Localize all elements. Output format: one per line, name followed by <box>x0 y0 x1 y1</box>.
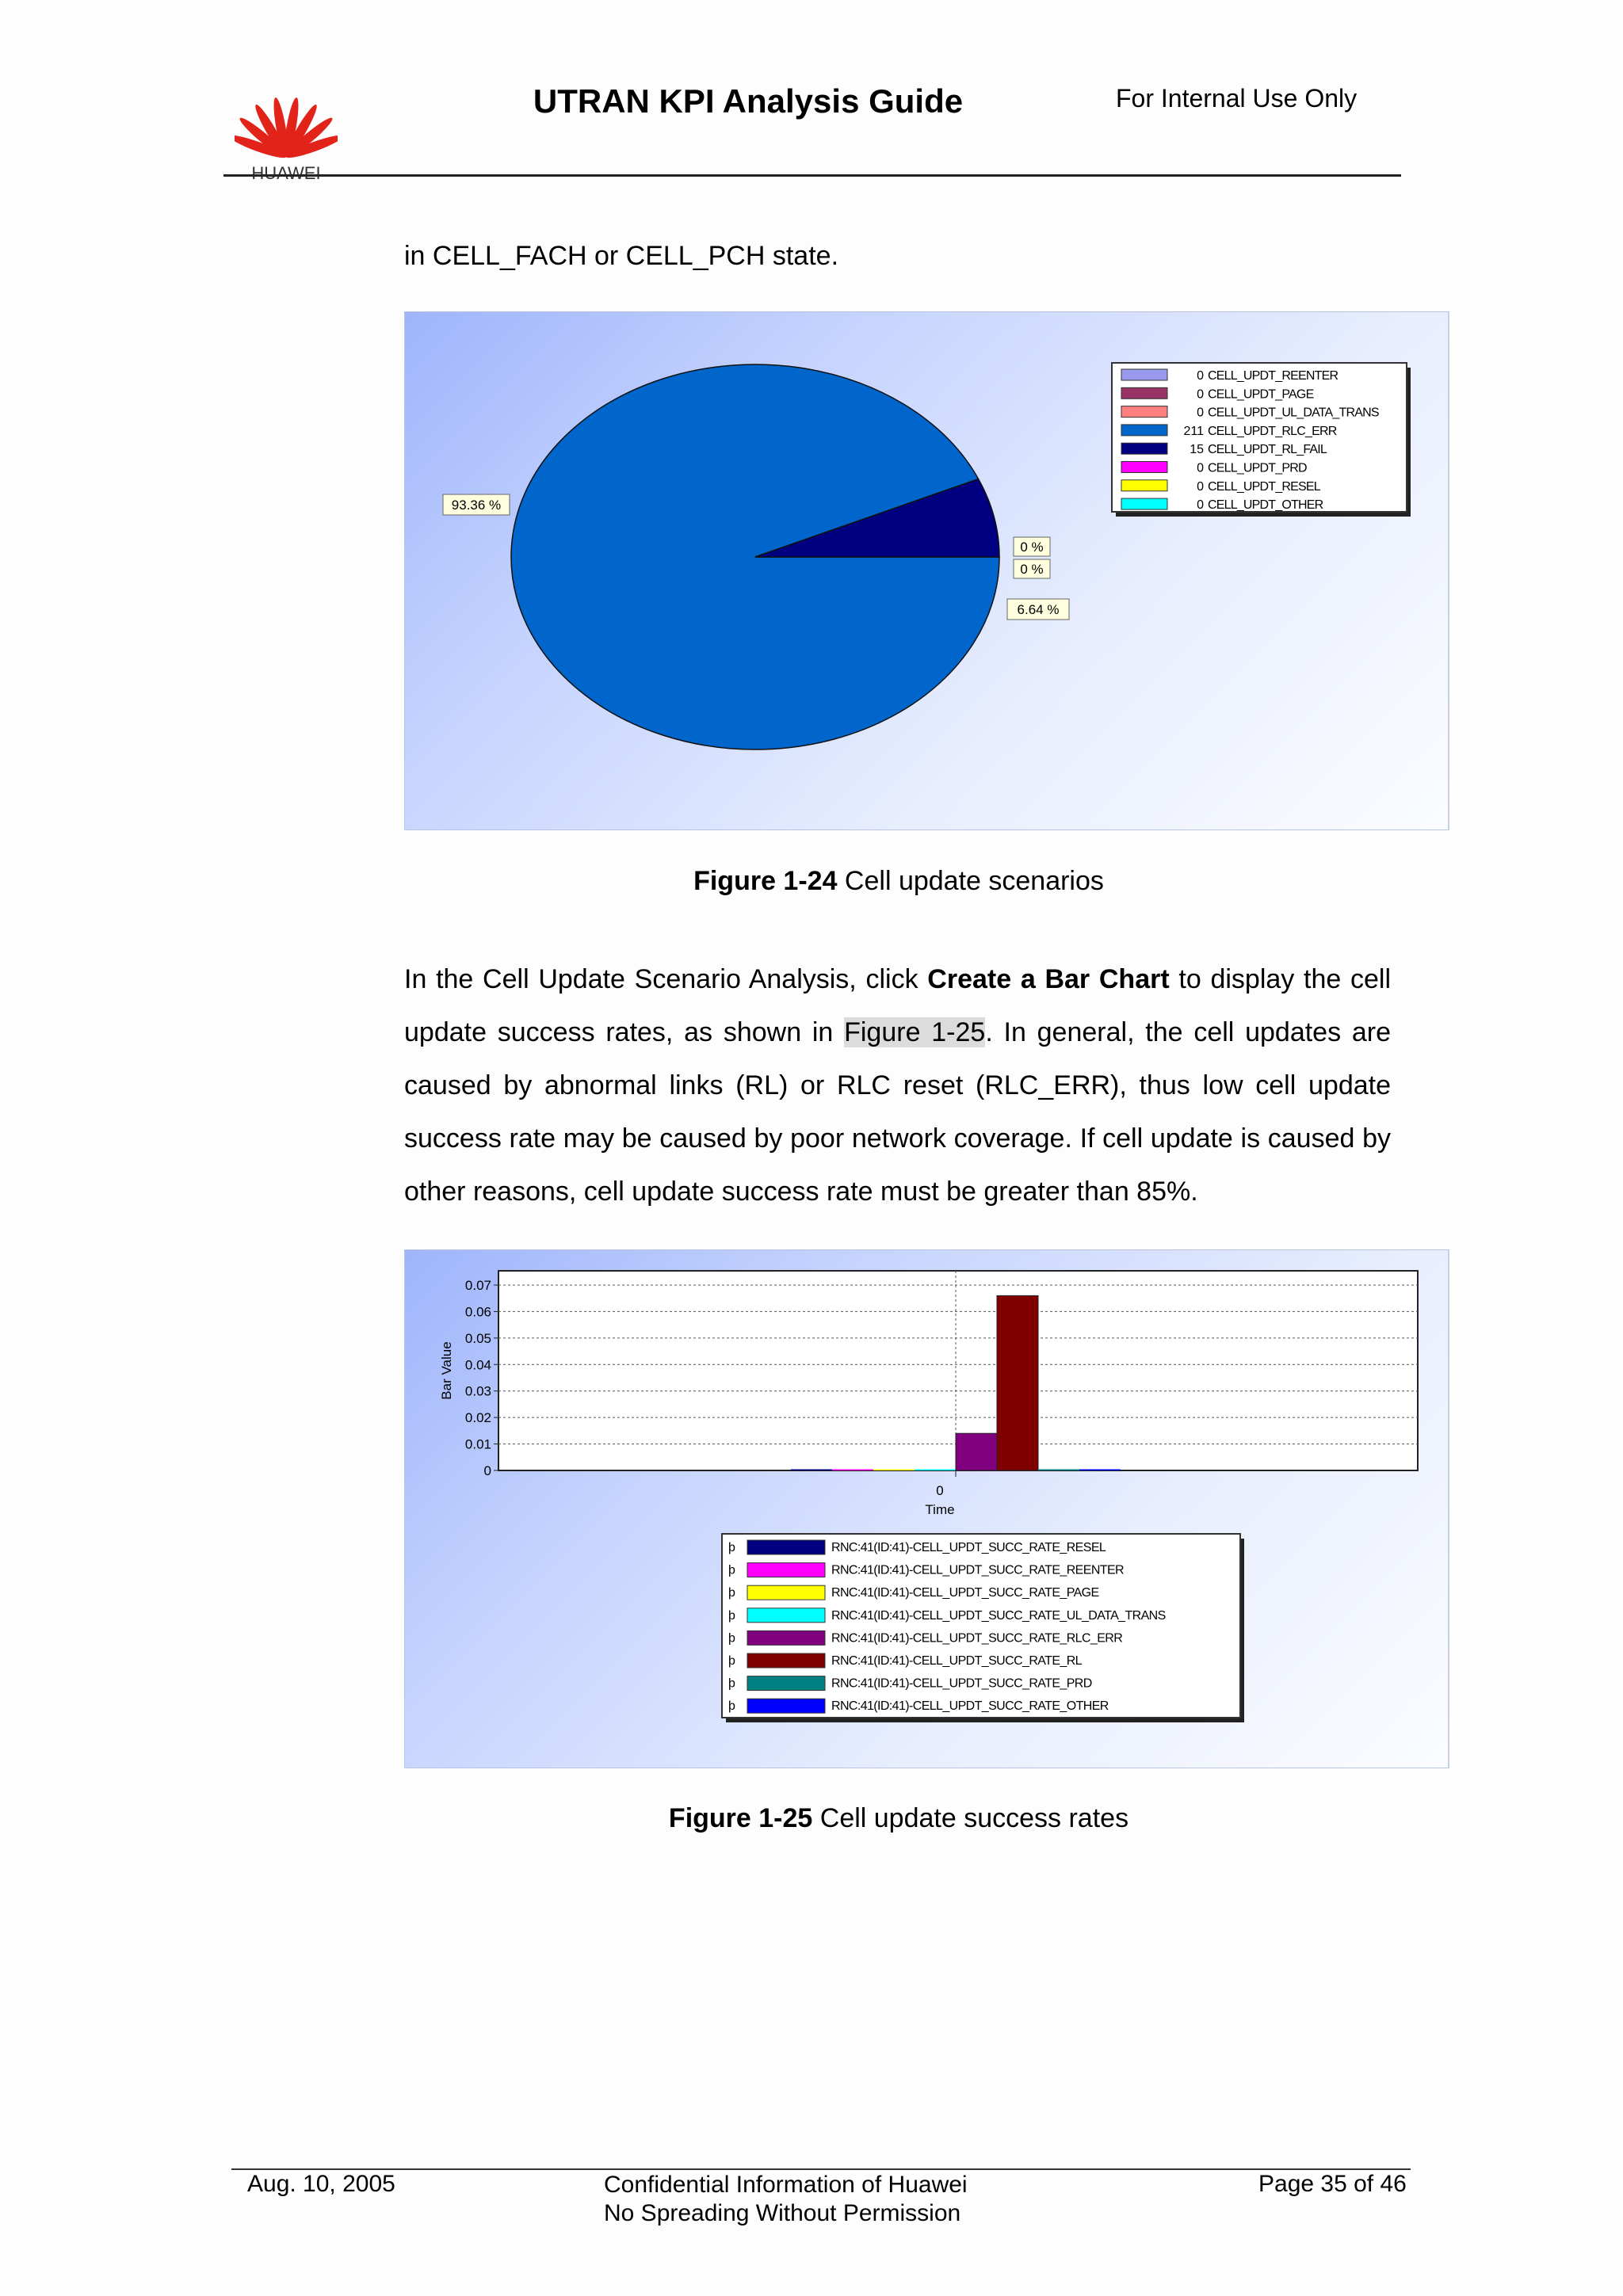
legend-swatch <box>747 1676 825 1691</box>
legend-label: RNC:41(ID:41)-CELL_UPDT_SUCC_RATE_REENTER <box>831 1563 1124 1577</box>
legend-swatch <box>747 1608 825 1623</box>
intro-text: in CELL_FACH or CELL_PCH state. <box>404 241 839 271</box>
legend-count: 0 <box>1197 369 1204 383</box>
bar <box>873 1470 915 1471</box>
legend-count: 0 <box>1197 387 1204 402</box>
percent-label-major <box>443 494 510 515</box>
document-title: UTRAN KPI Analysis Guide <box>533 82 964 120</box>
legend-label: CELL_UPDT_REENTER <box>1208 369 1338 383</box>
pie-legend <box>1112 363 1411 517</box>
legend-checkbox-icon[interactable]: þ <box>728 1654 735 1668</box>
legend-count: 0 <box>1197 498 1204 513</box>
legend-count: 0 <box>1197 406 1204 420</box>
bar <box>997 1295 1038 1470</box>
classification-label: For Internal Use Only <box>1116 84 1358 113</box>
figure-bar-chart <box>404 1249 1449 1768</box>
bar <box>915 1470 956 1471</box>
y-tick-label: 0 <box>483 1463 491 1478</box>
footer-page-number: Page 35 of 46 <box>1258 2171 1407 2197</box>
legend-checkbox-icon[interactable]: þ <box>728 1631 735 1646</box>
legend-label: CELL_UPDT_OTHER <box>1208 498 1323 513</box>
legend-checkbox-icon[interactable]: þ <box>728 1608 735 1623</box>
legend-checkbox-icon[interactable]: þ <box>728 1676 735 1691</box>
figure-caption-1-24: Figure 1-24 Cell update scenarios <box>693 866 1104 896</box>
y-tick-label: 0.04 <box>464 1357 491 1373</box>
svg-text:0 %: 0 % <box>1020 562 1044 577</box>
figure-pie-chart <box>404 311 1449 830</box>
bar <box>791 1470 832 1471</box>
bar <box>1079 1470 1121 1471</box>
footer-confidential: Confidential Information of Huawei No Spreading Without Permission <box>604 2172 968 2226</box>
legend-swatch <box>1121 369 1167 380</box>
y-tick-label: 0.03 <box>464 1383 491 1399</box>
percent-label-zero-b <box>1014 559 1050 578</box>
legend-checkbox-icon[interactable]: þ <box>728 1586 735 1600</box>
figure-reference-link[interactable]: Figure 1-25 <box>844 1017 986 1047</box>
svg-text:93.36 %: 93.36 % <box>451 498 502 513</box>
footer-date: Aug. 10, 2005 <box>247 2171 395 2197</box>
legend-checkbox-icon[interactable]: þ <box>728 1541 735 1554</box>
legend-checkbox-icon[interactable]: þ <box>728 1563 735 1577</box>
logo-text: HUAWEI <box>251 163 321 179</box>
svg-text:6.64 %: 6.64 % <box>1017 602 1060 617</box>
x-axis-label: Time <box>925 1502 955 1517</box>
bar-chart <box>405 1250 1448 1768</box>
figure-caption-1-25: Figure 1-25 Cell update success rates <box>668 1803 1129 1833</box>
legend-label: CELL_UPDT_PAGE <box>1208 387 1314 402</box>
legend-label: RNC:41(ID:41)-CELL_UPDT_SUCC_RATE_UL_DATA_TRANS <box>831 1608 1166 1623</box>
pie-chart <box>405 312 1448 830</box>
legend-label: CELL_UPDT_RLC_ERR <box>1208 424 1337 438</box>
y-tick-label: 0.01 <box>464 1436 491 1452</box>
legend-label: RNC:41(ID:41)-CELL_UPDT_SUCC_RATE_RLC_ERR <box>831 1631 1123 1646</box>
legend-label: RNC:41(ID:41)-CELL_UPDT_SUCC_RATE_PRD <box>831 1676 1092 1691</box>
footer-divider <box>231 2168 1411 2170</box>
legend-swatch <box>1121 387 1167 399</box>
legend-count: 15 <box>1190 443 1204 457</box>
svg-text:0 %: 0 % <box>1020 540 1044 555</box>
legend-swatch <box>747 1699 825 1713</box>
legend-count: 0 <box>1197 479 1204 494</box>
header-divider <box>223 174 1401 177</box>
legend-label: RNC:41(ID:41)-CELL_UPDT_SUCC_RATE_OTHER <box>831 1699 1109 1714</box>
legend-swatch <box>747 1585 825 1600</box>
legend-swatch <box>747 1653 825 1668</box>
y-tick-label: 0.07 <box>464 1278 491 1293</box>
legend-label: CELL_UPDT_RL_FAIL <box>1208 443 1327 457</box>
y-tick-label: 0.05 <box>464 1330 491 1346</box>
y-tick-label: 0.06 <box>464 1304 491 1320</box>
bar <box>956 1433 997 1470</box>
bar <box>832 1470 873 1471</box>
bar <box>1038 1470 1079 1471</box>
legend-label: CELL_UPDT_RESEL <box>1208 479 1320 494</box>
legend-label: CELL_UPDT_PRD <box>1208 461 1307 475</box>
bar-legend <box>722 1534 1244 1722</box>
legend-swatch <box>747 1540 825 1554</box>
legend-label: RNC:41(ID:41)-CELL_UPDT_SUCC_RATE_RESEL <box>831 1541 1106 1554</box>
x-tick-label: 0 <box>936 1483 944 1498</box>
legend-swatch <box>747 1563 825 1577</box>
create-bar-chart-text: Create a Bar Chart <box>927 964 1170 994</box>
legend-label: RNC:41(ID:41)-CELL_UPDT_SUCC_RATE_PAGE <box>831 1586 1099 1600</box>
legend-label: RNC:41(ID:41)-CELL_UPDT_SUCC_RATE_RL <box>831 1654 1082 1668</box>
legend-checkbox-icon[interactable]: þ <box>728 1699 735 1714</box>
legend-swatch <box>747 1630 825 1645</box>
y-axis-label: Bar Value <box>439 1341 454 1400</box>
legend-swatch <box>1121 406 1167 418</box>
body-paragraph: In the Cell Update Scenario Analysis, click Create a Bar Chart to display the cell update success rates, as shown in Figure 1-25. In general, the cell updates are caused by abnormal links (RL) or RLC reset (RLC_ERR), thus low cell update success rate may be caused by poor network coverage. If cell update is caused by other reasons, cell update success rate must be greater than 85%. <box>404 964 1391 1207</box>
legend-swatch <box>1121 498 1167 509</box>
y-tick-label: 0.02 <box>464 1410 491 1426</box>
legend-count: 0 <box>1197 461 1204 475</box>
percent-label-minor <box>1007 599 1069 620</box>
legend-swatch <box>1121 480 1167 491</box>
legend-swatch <box>1121 443 1167 454</box>
legend-count: 211 <box>1183 424 1204 438</box>
percent-label-zero-a <box>1014 537 1050 556</box>
legend-label: CELL_UPDT_UL_DATA_TRANS <box>1208 406 1379 420</box>
legend-swatch <box>1121 462 1167 473</box>
legend-swatch <box>1121 425 1167 436</box>
